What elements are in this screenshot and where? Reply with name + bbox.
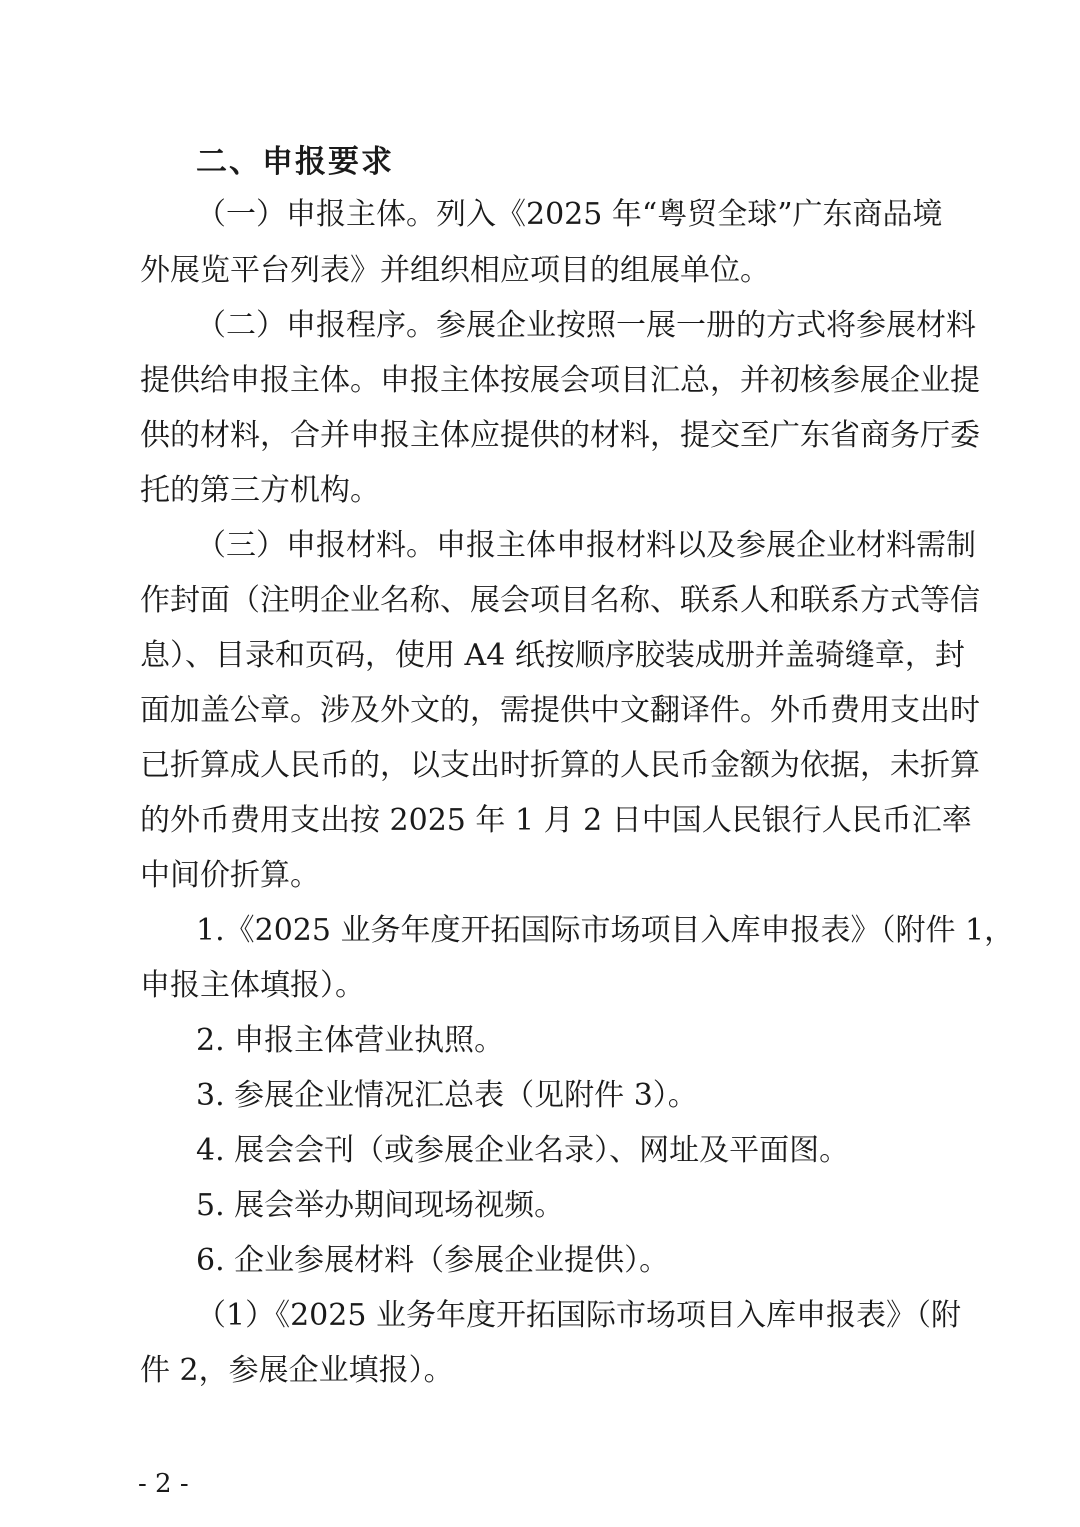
list-item-line: 件 2，参展企业填报）。 (140, 1353, 454, 1388)
paragraph-line: 中间价折算。 (140, 858, 320, 893)
paragraph-line: 的外币费用支出按 2025 年 1 月 2 日中国人民银行人民币汇率 (140, 803, 972, 838)
paragraph-line: （三）申报材料。申报主体申报材料以及参展企业材料需制 (196, 528, 976, 563)
paragraph-line: 托的第三方机构。 (140, 473, 380, 508)
list-item-line: 1.《2025 业务年度开拓国际市场项目入库申报表》（附件 1， (196, 913, 1015, 948)
paragraph-line: 供的材料，合并申报主体应提供的材料，提交至广东省商务厅委 (140, 418, 980, 453)
paragraph-line: 已折算成人民币的，以支出时折算的人民币金额为依据，未折算 (140, 748, 980, 783)
page-number: - 2 - (138, 1469, 189, 1499)
list-item-line: 4. 展会会刊（或参展企业名录）、网址及平面图。 (196, 1133, 850, 1168)
paragraph-line: （二）申报程序。参展企业按照一展一册的方式将参展材料 (196, 308, 976, 343)
list-item-line: （1）《2025 业务年度开拓国际市场项目入库申报表》（附 (196, 1298, 961, 1333)
paragraph-line: （一）申报主体。列入《2025 年“粤贸全球”广东商品境 (196, 197, 943, 232)
list-item-line: 3. 参展企业情况汇总表（见附件 3）。 (196, 1078, 698, 1113)
list-item-line: 6. 企业参展材料（参展企业提供）。 (196, 1243, 670, 1278)
paragraph-line: 面加盖公章。涉及外文的，需提供中文翻译件。外币费用支出时 (140, 693, 980, 728)
paragraph-line: 提供给申报主体。申报主体按展会项目汇总，并初核参展企业提 (140, 363, 980, 398)
paragraph-line: 外展览平台列表》并组织相应项目的组展单位。 (140, 253, 770, 288)
list-item-line: 5. 展会举办期间现场视频。 (196, 1188, 565, 1223)
list-item-line: 申报主体填报）。 (140, 968, 365, 1003)
paragraph-line: 作封面（注明企业名称、展会项目名称、联系人和联系方式等信 (140, 583, 980, 618)
list-item-line: 2. 申报主体营业执照。 (196, 1023, 505, 1058)
paragraph-line: 息）、目录和页码，使用 A4 纸按顺序胶装成册并盖骑缝章，封 (140, 638, 965, 673)
section-heading: 二、申报要求 (196, 144, 394, 180)
